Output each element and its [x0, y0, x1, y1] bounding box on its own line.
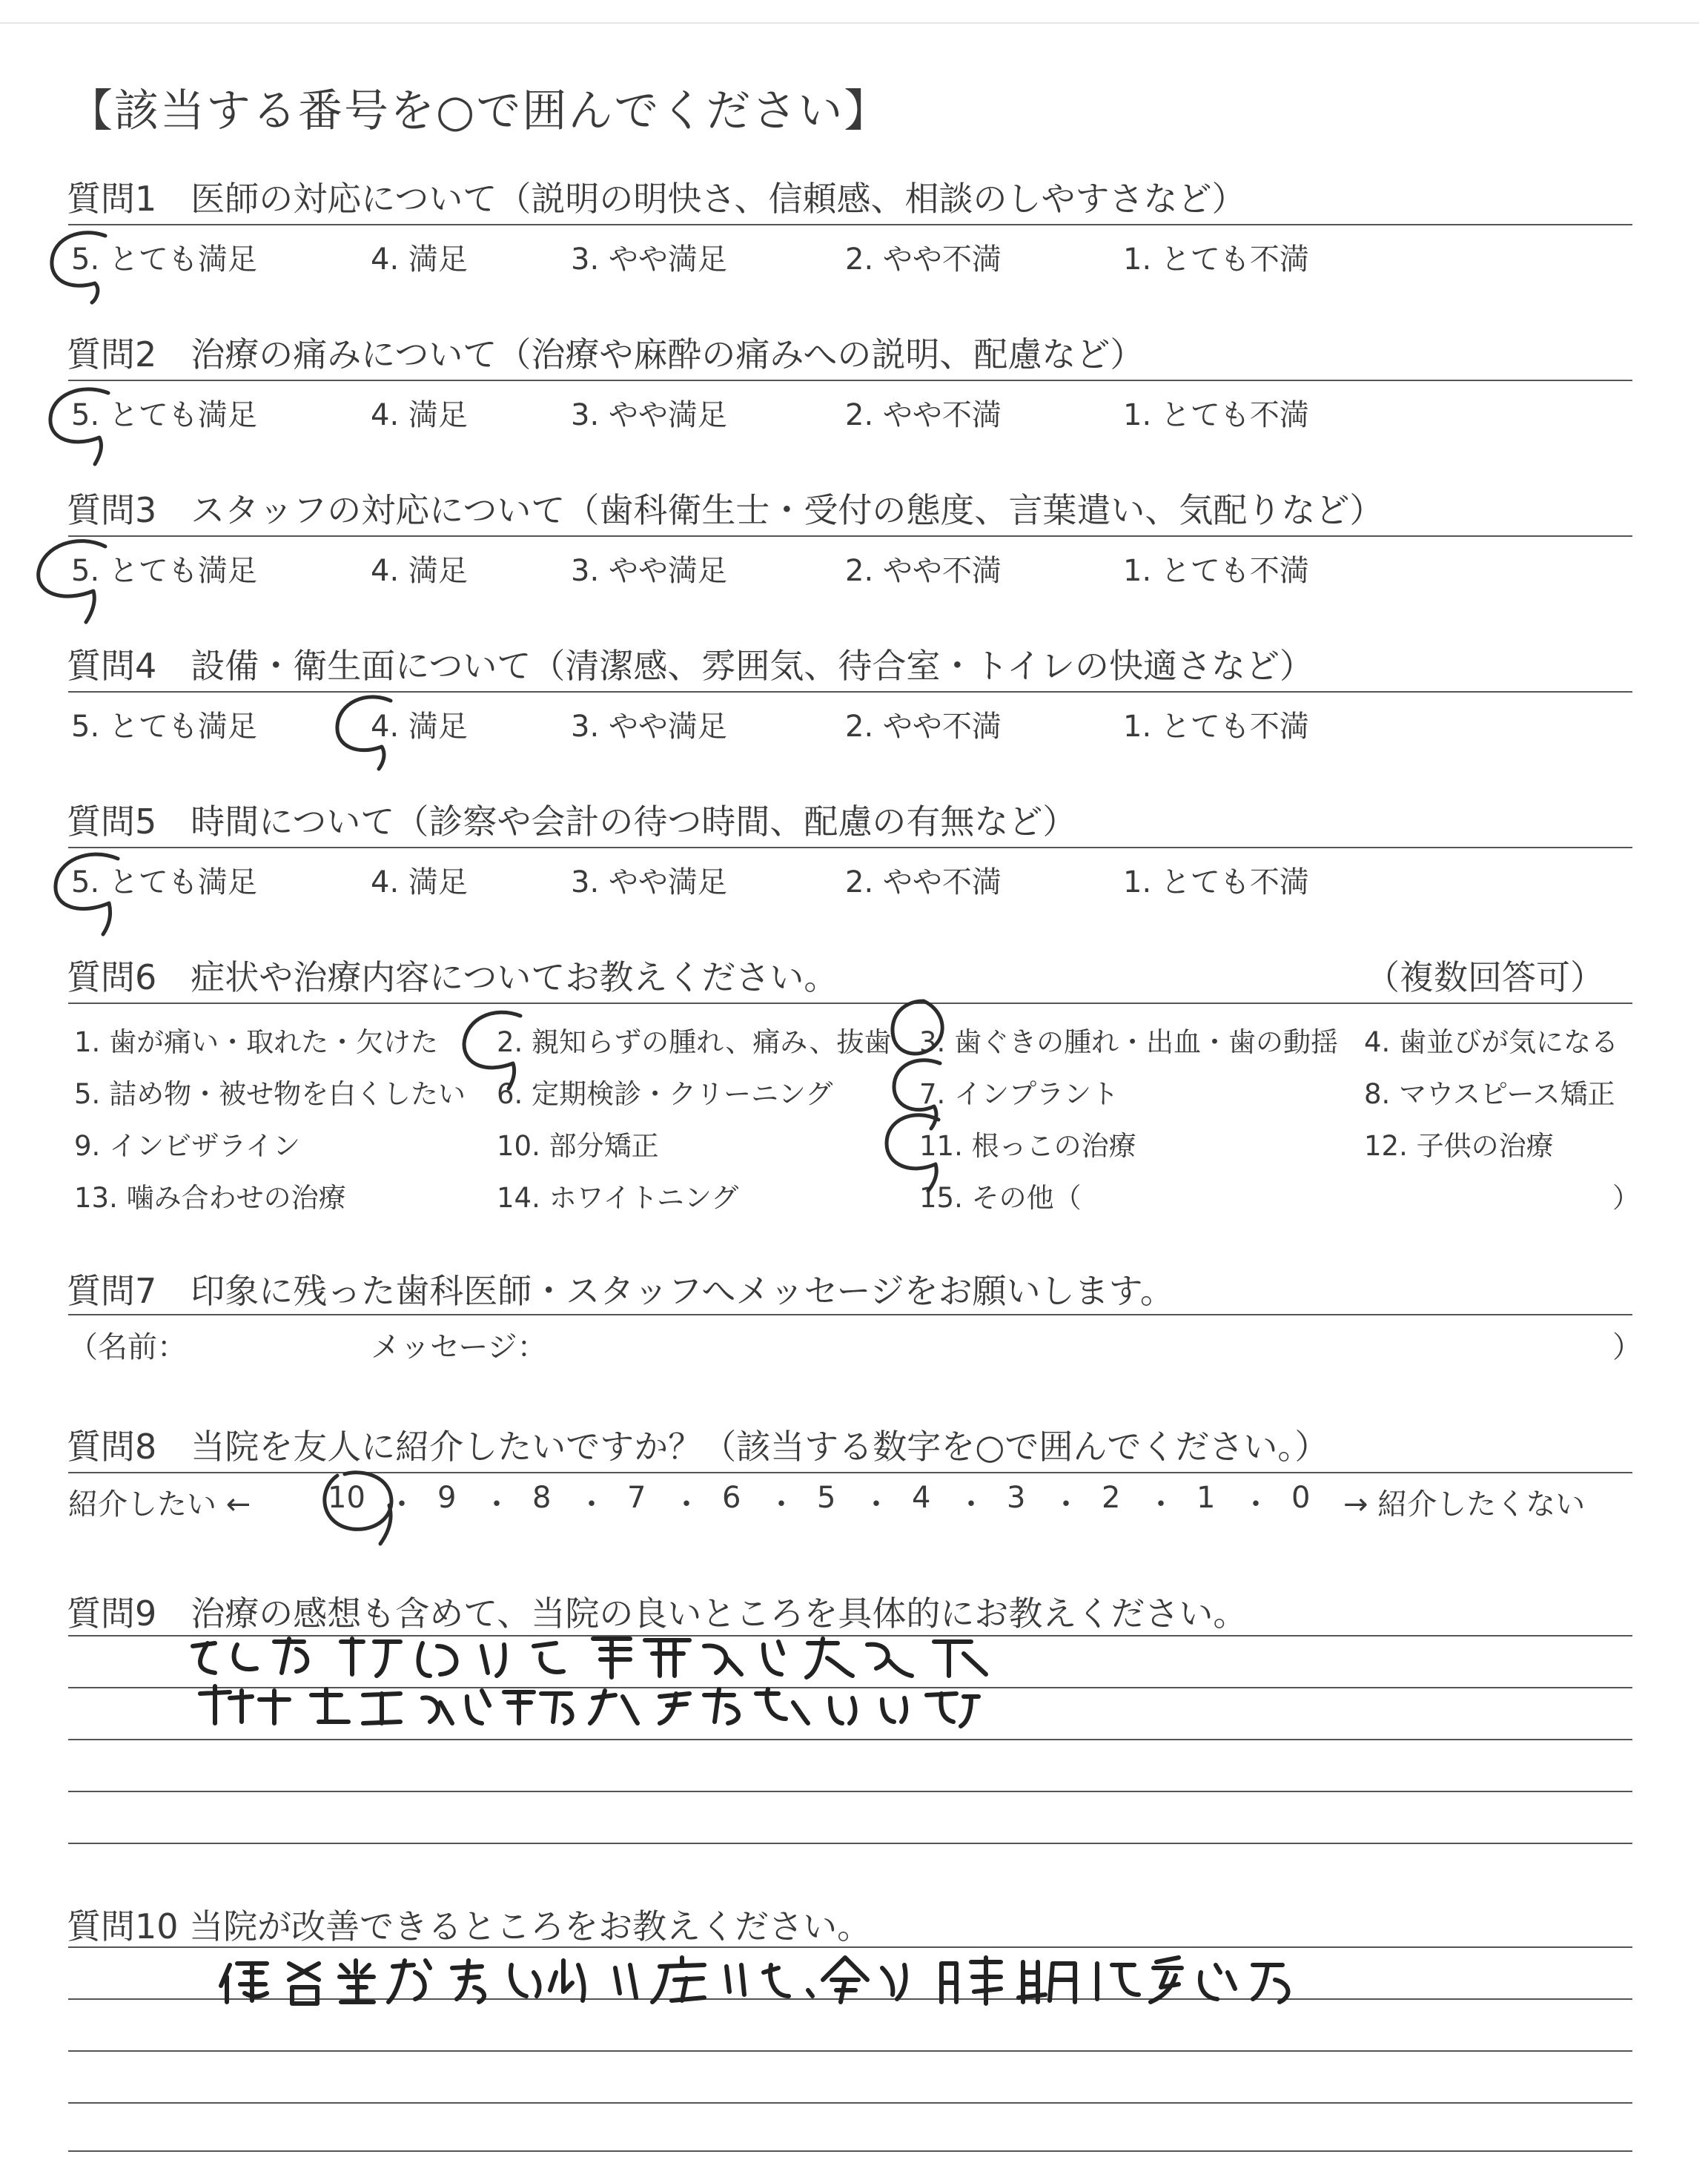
question-5-rule [68, 847, 1632, 848]
q2-option-3[interactable]: 3. やや満足 [571, 398, 727, 432]
q4-option-3[interactable]: 3. やや満足 [571, 710, 727, 744]
q5-option-1[interactable]: 1. とても不満 [1123, 865, 1309, 899]
question-2-heading: 質問2 治療の痛みについて（治療や麻酔の痛みへの説明、配慮など） [67, 334, 1145, 374]
q10-line-3 [68, 2050, 1632, 2052]
q8-separator: ・ [861, 1487, 891, 1522]
q1-option-4[interactable]: 4. 満足 [371, 242, 468, 277]
q8-separator: ・ [1051, 1487, 1081, 1522]
q1-option-5[interactable]: 5. とても満足 [71, 242, 257, 277]
q6-option-9[interactable]: 9. インビザライン [74, 1130, 300, 1162]
q6-option-12[interactable]: 12. 子供の治療 [1364, 1130, 1554, 1162]
question-3-rule [68, 535, 1632, 537]
question-5-heading: 質問5 時間について（診察や会計の待つ時間、配慮の有無など） [67, 802, 1077, 842]
question-10-heading: 質問10 当院が改善できるところをお教えください。 [67, 1906, 872, 1946]
q6-option-7[interactable]: 7. インプラント [919, 1078, 1119, 1110]
q5-selection-mark [41, 844, 137, 940]
question-3-heading: 質問3 スタッフの対応について（歯科衛生士・受付の態度、言葉遣い、気配りなど） [67, 490, 1384, 530]
q6-option-11-selection-mark [875, 1105, 956, 1194]
question-7-heading: 質問7 印象に残った歯科医師・スタッフへメッセージをお願いします。 [67, 1271, 1174, 1311]
question-4-rule [68, 691, 1632, 693]
q6-other-close: ） [1612, 1182, 1640, 1214]
q3-option-5[interactable]: 5. とても満足 [71, 554, 257, 588]
q2-option-2[interactable]: 2. やや不満 [845, 398, 1002, 432]
question-8-heading: 質問8 当院を友人に紹介したいですか？（該当する数字を○で囲んでください。） [67, 1427, 1329, 1467]
q8-scale-0[interactable]: 0 [1291, 1481, 1311, 1515]
q8-scale-7[interactable]: 7 [627, 1481, 646, 1515]
q5-option-4[interactable]: 4. 満足 [371, 865, 468, 899]
q4-option-2[interactable]: 2. やや不満 [845, 710, 1002, 744]
q1-selection-mark [37, 222, 126, 304]
q8-separator: ・ [767, 1487, 796, 1522]
q6-option-2[interactable]: 2. 親知らずの腫れ、痛み、抜歯 [497, 1026, 892, 1058]
q8-separator: ・ [482, 1487, 512, 1522]
q6-option-2-selection-mark [452, 1003, 534, 1091]
q6-option-5[interactable]: 5. 詰め物・被せ物を白くしたい [74, 1078, 466, 1110]
q8-scale-4[interactable]: 4 [912, 1481, 931, 1515]
q2-option-1[interactable]: 1. とても不満 [1123, 398, 1309, 432]
q10-line-5 [68, 2150, 1632, 2152]
q9-line-4 [68, 1791, 1632, 1792]
q6-option-8[interactable]: 8. マウスピース矯正 [1364, 1078, 1615, 1110]
q3-selection-mark [22, 530, 126, 627]
q8-scale-2[interactable]: 2 [1102, 1481, 1121, 1515]
q10-line-1 [68, 1946, 1632, 1948]
q3-option-3[interactable]: 3. やや満足 [571, 554, 727, 588]
question-6-note: （複数回答可） [1366, 957, 1604, 997]
page-title: 【該当する番号を○で囲んでください】 [68, 85, 890, 137]
q6-option-11[interactable]: 11. 根っこの治療 [919, 1130, 1136, 1162]
q4-option-5[interactable]: 5. とても満足 [71, 710, 257, 744]
q8-left-label: 紹介したい ← [68, 1487, 251, 1522]
q8-scale-9[interactable]: 9 [437, 1481, 457, 1515]
q4-option-4[interactable]: 4. 満足 [371, 710, 468, 744]
q6-option-4[interactable]: 4. 歯並びが気になる [1364, 1026, 1619, 1058]
q5-option-5[interactable]: 5. とても満足 [71, 865, 257, 899]
question-1-rule [68, 224, 1632, 225]
q6-option-15[interactable]: 15. その他（ [919, 1182, 1082, 1214]
question-4-heading: 質問4 設備・衛生面について（清潔感、雰囲気、待合室・トイレの快適さなど） [67, 646, 1314, 686]
q6-option-10[interactable]: 10. 部分矯正 [497, 1130, 659, 1162]
q1-option-2[interactable]: 2. やや不満 [845, 242, 1002, 277]
q7-close: ） [1612, 1330, 1642, 1364]
question-6-rule [68, 1003, 1632, 1004]
question-8-rule [68, 1472, 1632, 1473]
q4-selection-mark [322, 686, 411, 775]
q8-scale-6[interactable]: 6 [722, 1481, 741, 1515]
q3-option-2[interactable]: 2. やや不満 [845, 554, 1002, 588]
q3-option-4[interactable]: 4. 満足 [371, 554, 468, 588]
q6-option-13[interactable]: 13. 噛み合わせの治療 [74, 1182, 346, 1214]
q8-scale-1[interactable]: 1 [1196, 1481, 1216, 1515]
q2-option-4[interactable]: 4. 満足 [371, 398, 468, 432]
q8-separator: ・ [1241, 1487, 1271, 1522]
scan-top-edge [0, 0, 1699, 24]
q7-name-label: （名前： [68, 1330, 187, 1364]
question-7-rule [68, 1314, 1632, 1315]
q9-line-5 [68, 1843, 1632, 1844]
q5-option-2[interactable]: 2. やや不満 [845, 865, 1002, 899]
q8-separator: ・ [956, 1487, 986, 1522]
q6-option-14[interactable]: 14. ホワイトニング [497, 1182, 739, 1214]
q1-option-3[interactable]: 3. やや満足 [571, 242, 727, 277]
q8-right-label: → 紹介したくない [1343, 1487, 1586, 1522]
q9-line-3 [68, 1739, 1632, 1740]
q6-option-1[interactable]: 1. 歯が痛い・取れた・欠けた [74, 1026, 439, 1058]
q4-option-1[interactable]: 1. とても不満 [1123, 710, 1309, 744]
q10-handwritten-answer [215, 1950, 1312, 2017]
q8-scale-10[interactable]: 10 [328, 1481, 365, 1515]
q3-option-1[interactable]: 1. とても不満 [1123, 554, 1309, 588]
question-1-heading: 質問1 医師の対応について（説明の明快さ、信頼感、相談のしやすさなど） [67, 179, 1246, 219]
q2-option-5[interactable]: 5. とても満足 [71, 398, 257, 432]
q8-scale-3[interactable]: 3 [1007, 1481, 1026, 1515]
q5-option-3[interactable]: 3. やや満足 [571, 865, 727, 899]
q8-separator: ・ [1146, 1487, 1176, 1522]
q6-option-3[interactable]: 3. 歯ぐきの腫れ・出血・歯の動揺 [919, 1026, 1339, 1058]
q8-scale-8[interactable]: 8 [532, 1481, 552, 1515]
q10-line-4 [68, 2102, 1632, 2104]
q8-selection-mark [308, 1461, 411, 1550]
question-6-heading: 質問6 症状や治療内容についてお教えください。 [67, 957, 838, 997]
q1-option-1[interactable]: 1. とても不満 [1123, 242, 1309, 277]
q9-handwritten-answer [185, 1631, 1038, 1728]
question-2-rule [68, 380, 1632, 381]
q2-selection-mark [37, 378, 126, 467]
q8-scale-5[interactable]: 5 [817, 1481, 836, 1515]
q8-separator: ・ [387, 1487, 417, 1522]
question-9-heading: 質問9 治療の感想も含めて、当院の良いところを具体的にお教えください。 [67, 1593, 1248, 1634]
q8-separator: ・ [577, 1487, 606, 1522]
q8-separator: ・ [672, 1487, 701, 1522]
q7-message-label: メッセージ： [371, 1330, 547, 1364]
q6-option-6[interactable]: 6. 定期検診・クリーニング [497, 1078, 833, 1110]
